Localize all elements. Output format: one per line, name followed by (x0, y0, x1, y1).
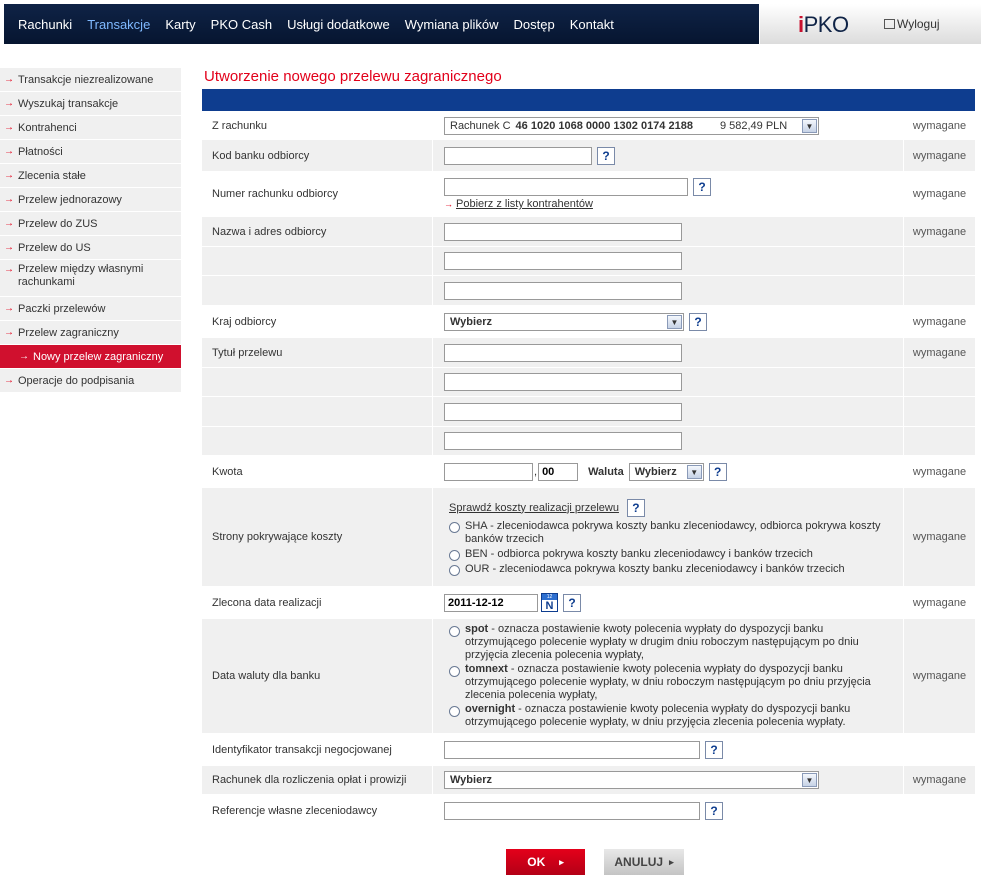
title-input-4[interactable] (444, 432, 682, 450)
help-icon[interactable]: ? (627, 499, 645, 517)
sidebar-item-przelew-zagraniczny[interactable]: → Przelew zagraniczny (0, 321, 181, 345)
row-name-address-2 (202, 247, 975, 276)
sidebar-item-paczki-przelewow[interactable]: → Paczki przelewów (0, 297, 181, 321)
chevron-down-icon: ▼ (667, 315, 682, 329)
nav-dostep[interactable]: Dostęp (513, 16, 555, 32)
amount-integer-input[interactable] (444, 463, 533, 481)
row-amount: Kwota , 00 Waluta Wybierz ▼ ? wymagane (202, 456, 975, 488)
currency-select[interactable]: Wybierz ▼ (629, 463, 704, 481)
sidebar-item-platnosci[interactable]: → Płatności (0, 140, 181, 164)
label-amount: Kwota (202, 456, 433, 487)
required-label: wymagane (912, 346, 967, 359)
arrow-right-icon: → (4, 264, 14, 275)
country-select[interactable]: Wybierz ▼ (444, 313, 684, 331)
arrow-right-icon: → (4, 194, 14, 205)
arrow-right-icon: → (19, 351, 29, 362)
label-country: Kraj odbiorcy (202, 306, 433, 337)
option-ben-label: BEN - odbiorca pokrywa koszty banku zleceniodawcy i banków trzecich (465, 547, 813, 560)
label-account-number: Numer rachunku odbiorcy (202, 172, 433, 216)
logout-label: Wyloguj (897, 17, 940, 31)
label-bank-code: Kod banku odbiorcy (202, 140, 433, 171)
help-icon[interactable]: ? (597, 147, 615, 165)
option-overnight-label: - oznacza postawienie kwoty polecenia wypłaty do dyspozycji banku otrzymującego polecenie wypłaty, w dniu przyjęcia zlecenia polecenia wypłaty. (465, 703, 851, 728)
account-number-input[interactable] (444, 178, 688, 196)
required-label: wymagane (912, 119, 967, 132)
arrow-right-icon: → (444, 199, 453, 209)
arrow-right-icon: → (4, 74, 14, 85)
required-label: wymagane (912, 315, 967, 328)
from-account-select[interactable]: Rachunek C 46 1020 1068 0000 1302 0174 2188 9 582,49 PLN ▼ (444, 117, 819, 135)
row-title-4 (202, 427, 975, 456)
sidebar-item-przelew-do-zus[interactable]: → Przelew do ZUS (0, 212, 181, 236)
help-icon[interactable]: ? (705, 802, 723, 820)
ipko-logo: iPKO (798, 12, 849, 37)
arrow-right-icon: → (4, 375, 14, 386)
arrow-right-icon: → (4, 146, 14, 157)
bank-code-input[interactable] (444, 147, 592, 165)
row-name-address-3 (202, 276, 975, 306)
arrow-right-icon: ▸ (559, 856, 564, 867)
name-address-input-1[interactable] (444, 223, 682, 241)
chevron-down-icon: ▼ (687, 465, 702, 479)
arrow-right-icon: ▸ (669, 856, 674, 867)
radio-overnight[interactable] (449, 706, 460, 717)
required-label: wymagane (912, 531, 967, 543)
check-costs-link[interactable]: Sprawdź koszty realizacji przelewu (449, 501, 619, 514)
currency-label: Waluta (588, 465, 624, 478)
required-label: wymagane (912, 149, 967, 162)
name-address-input-3[interactable] (444, 282, 682, 300)
contractors-list-link[interactable]: Pobierz z listy kontrahentów (456, 198, 593, 210)
label-exec-date: Zlecona data realizacji (202, 587, 433, 618)
required-label: wymagane (912, 188, 967, 200)
label-fee-account: Rachunek dla rozliczenia opłat i prowizji (202, 766, 433, 794)
required-label: wymagane (912, 596, 967, 609)
fee-account-select[interactable]: Wybierz ▼ (444, 771, 819, 789)
nav-karty[interactable]: Karty (165, 16, 196, 32)
row-country (202, 306, 975, 338)
exec-date-input[interactable] (444, 594, 538, 612)
row-name-address (202, 217, 975, 247)
row-exec-date (202, 587, 975, 619)
required-label: wymagane (912, 465, 967, 478)
label-name-address: Nazwa i adres odbiorcy (202, 217, 433, 246)
sidebar-item-przelew-miedzy-wlasnymi[interactable]: → Przelew między własnymi rachunkami (0, 260, 181, 297)
radio-tomnext[interactable] (449, 666, 460, 677)
nav-pko-cash[interactable]: PKO Cash (210, 16, 273, 32)
chevron-down-icon: ▼ (802, 773, 817, 787)
label-from-account: Z rachunku (202, 112, 433, 139)
arrow-right-icon: → (4, 98, 14, 109)
row-fee-account (202, 766, 975, 795)
arrow-right-icon: → (4, 303, 14, 314)
nav-kontakt[interactable]: Kontakt (569, 16, 614, 32)
sidebar-item-kontrahenci[interactable]: → Kontrahenci (0, 116, 181, 140)
radio-our[interactable] (449, 565, 460, 576)
help-icon[interactable]: ? (693, 178, 711, 196)
row-negotiated-id (202, 734, 975, 766)
row-own-reference (202, 795, 975, 827)
sidebar-item-przelew-jednorazowy[interactable]: → Przelew jednorazowy (0, 188, 181, 212)
nav-wymiana-plikow[interactable]: Wymiana plików (404, 16, 499, 32)
option-sha-label: SHA - zleceniodawca pokrywa koszty banku zleceniodawcy, odbiorca pokrywa koszty banków trzecich (465, 519, 881, 545)
top-navigation (4, 4, 759, 44)
nav-uslugi-dodatkowe[interactable]: Usługi dodatkowe (287, 16, 390, 32)
amount-cents-input[interactable] (538, 463, 578, 481)
arrow-right-icon: → (4, 170, 14, 181)
row-from-account (202, 112, 975, 140)
radio-spot[interactable] (449, 626, 460, 637)
nav-rachunki[interactable]: Rachunki (18, 16, 73, 32)
own-reference-input[interactable] (444, 802, 700, 820)
page-title: Utworzenie nowego przelewu zagranicznego (204, 68, 502, 85)
help-icon[interactable]: ? (709, 463, 727, 481)
row-title-3 (202, 397, 975, 427)
required-label: wymagane (912, 225, 967, 238)
label-costs: Strony pokrywające koszty (202, 488, 433, 586)
row-costs (202, 488, 975, 587)
sidebar-item-nowy-przelew-zagraniczny[interactable]: → Nowy przelew zagraniczny (0, 345, 181, 369)
arrow-right-icon: → (4, 122, 14, 133)
option-spot-label: - oznacza postawienie kwoty polecenia wypłaty do dyspozycji banku otrzymującego polecenie wypłaty w drugim dniu roboczym następującym po dniu przyjęcia zlecenia polecenia wypłaty, (465, 623, 859, 661)
chevron-down-icon: ▼ (802, 119, 817, 133)
nav-transakcje[interactable]: Transakcje (87, 16, 151, 32)
radio-ben[interactable] (449, 550, 460, 561)
radio-sha[interactable] (449, 522, 460, 533)
sidebar-menu (0, 68, 181, 393)
brand-area (760, 4, 981, 44)
logout-icon (884, 19, 895, 29)
transfer-form (202, 112, 975, 827)
label-negotiated-id: Identyfikator transakcji negocjowanej (202, 734, 433, 765)
row-title (202, 338, 975, 368)
title-input-1[interactable] (444, 344, 682, 362)
option-our-label: OUR - zleceniodawca pokrywa koszty banku zleceniodawcy i banków trzecich (465, 562, 845, 575)
sidebar-item-przelew-do-us[interactable]: → Przelew do US (0, 236, 181, 260)
row-title-2 (202, 368, 975, 397)
sidebar-item-transakcje-niezrealizowane[interactable]: → Transakcje niezrealizowane (0, 68, 181, 92)
arrow-right-icon: → (4, 327, 14, 338)
help-icon[interactable]: ? (563, 594, 581, 612)
calendar-icon[interactable]: 12 N (541, 593, 558, 612)
title-input-2[interactable] (444, 373, 682, 391)
form-header-bar (202, 89, 975, 111)
arrow-right-icon: → (4, 218, 14, 229)
row-account-number (202, 172, 975, 217)
sidebar-item-wyszukaj-transakcje[interactable]: → Wyszukaj transakcje (0, 92, 181, 116)
help-icon[interactable]: ? (689, 313, 707, 331)
title-input-3[interactable] (444, 403, 682, 421)
row-value-date: Data waluty dla banku spot - oznacza postawienie kwoty polecenia wypłaty do dyspozycji banku otrzymującego polecenie wypłaty w drugim dniu roboczym następującym po dniu przyjęcia zlecenia polecenia wypłaty, tomnext - oznacza postawienie kwoty polecenia wypłaty do dyspozycji banku otrzymującego polecenie wypłaty, w dniu roboczym następującym po dniu przyjęcia zlecenia polecenia wypłaty, overnight - oznacza postawienie kwoty polecenia wypłaty do dyspozycji banku otrzymującego polecenie wypłaty, w dniu przyjęcia zlecenia polecenia wypłaty. wymagane (202, 619, 975, 734)
name-address-input-2[interactable] (444, 252, 682, 270)
logout-button[interactable] (884, 17, 940, 31)
label-title: Tytuł przelewu (202, 338, 433, 367)
row-bank-code (202, 140, 975, 172)
required-label: wymagane (912, 670, 967, 682)
required-label: wymagane (912, 774, 967, 786)
option-tomnext-label: - oznacza postawienie kwoty polecenia wypłaty do dyspozycji banku otrzymującego polecenie wypłaty, w dniu roboczym następującym po dniu przyjęcia zlecenia polecenia wypłaty, (465, 663, 871, 701)
label-value-date: Data waluty dla banku (202, 619, 433, 733)
arrow-right-icon: → (4, 242, 14, 253)
ok-button[interactable]: OK ▸ (506, 849, 585, 875)
sidebar-item-operacje-do-podpisania[interactable]: → Operacje do podpisania (0, 369, 181, 393)
label-own-reference: Referencje własne zleceniodawcy (202, 795, 433, 826)
cancel-button[interactable]: ANULUJ ▸ (604, 849, 684, 875)
help-icon[interactable]: ? (705, 741, 723, 759)
negotiated-id-input[interactable] (444, 741, 700, 759)
sidebar-item-zlecenia-stale[interactable]: → Zlecenia stałe (0, 164, 181, 188)
